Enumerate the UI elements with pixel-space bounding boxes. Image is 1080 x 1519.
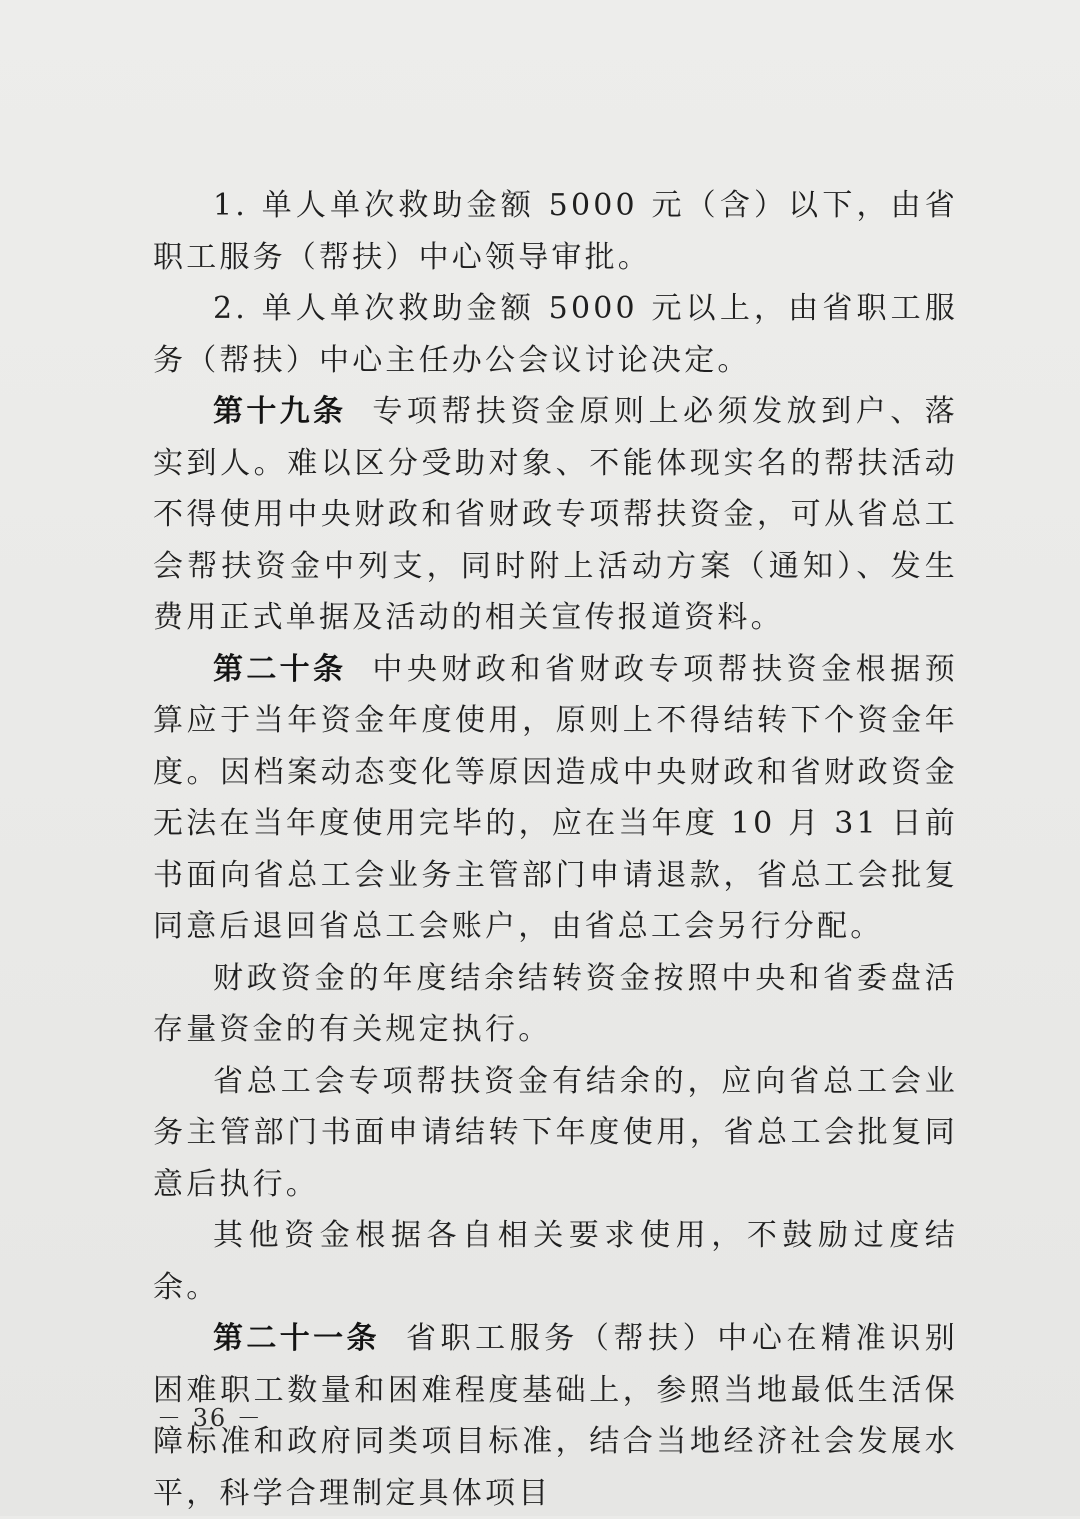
paragraph-item-2 (153, 283, 958, 386)
paragraph-text: 省总工会专项帮扶资金有结余的，应向省总工会业务主管部门书面申请结转下年度使用，省总工会批复同意后执行。 (153, 1063, 958, 1202)
paragraph-text: 财政资金的年度结余结转资金按照中央和省委盘活存量资金的有关规定执行。 (153, 960, 958, 1047)
paragraph-union-surplus (153, 1056, 958, 1211)
paragraph-text: 省职工服务（帮扶）中心在精准识别困难职工数量和困难程度基础上，参照当地最低生活保障标准和政府同类项目标准，结合当地经济社会发展水平，科学合理制定具体项目 (153, 1321, 959, 1511)
paragraph-article-19 (153, 386, 958, 644)
article-heading: 第二十条 (213, 651, 347, 687)
paragraph-fiscal-surplus (153, 953, 958, 1056)
paragraph-item-1 (153, 180, 958, 283)
regulation-body (153, 180, 958, 1519)
paragraph-text: 中央财政和省财政专项帮扶资金根据预算应于当年资金年度使用，原则上不得结转下个资金年度。因档案动态变化等原因造成中央财政和省财政资金无法在当年度使用完毕的，应在当年度 10 月 31 日前书面向省总工会业务主管部门申请退款，省总工会批复同意后退回省总工会账户，由省总工会另行分配。 (153, 651, 959, 944)
paragraph-other-funds (153, 1210, 958, 1313)
paragraph-text: 其他资金根据各自相关要求使用，不鼓励过度结余。 (153, 1218, 958, 1305)
page-number: － 36 － (157, 1404, 263, 1432)
paragraph-article-20 (153, 644, 958, 953)
article-heading: 第二十一条 (213, 1321, 380, 1356)
paragraph-text: 1. 单人单次救助金额 5000 元（含）以下，由省职工服务（帮扶）中心领导审批。 (153, 188, 958, 275)
paragraph-text: 2. 单人单次救助金额 5000 元以上，由省职工服务（帮扶）中心主任办公会议讨论决定。 (153, 291, 958, 378)
paragraph-article-21 (153, 1313, 958, 1519)
paragraph-text: 专项帮扶资金原则上必须发放到户、落实到人。难以区分受助对象、不能体现实名的帮扶活动不得使用中央财政和省财政专项帮扶资金，可从省总工会帮扶资金中列支，同时附上活动方案（通知）、发生费用正式单据及活动的相关宣传报道资料。 (153, 394, 959, 635)
article-heading: 第十九条 (213, 394, 347, 429)
